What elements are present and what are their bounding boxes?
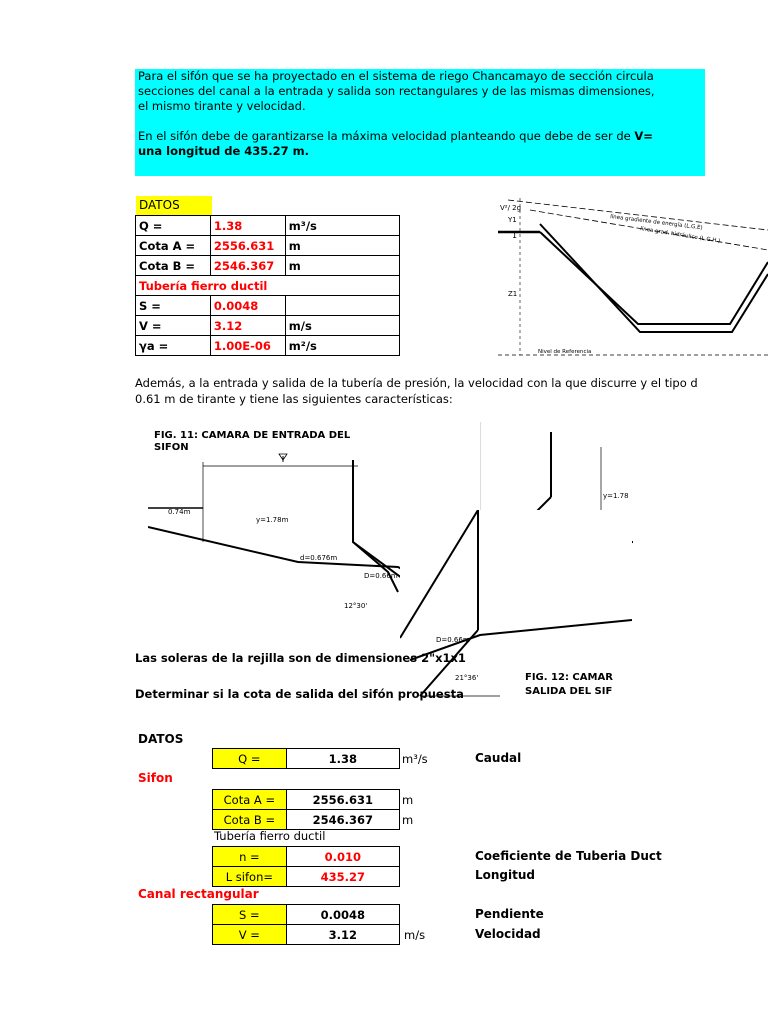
datos2-cota-a-unit: m <box>402 793 414 807</box>
table-row <box>136 236 400 256</box>
datos2-q-unit: m³/s <box>402 752 428 766</box>
datos2-cota-a-label: Cota A = <box>213 790 287 810</box>
table-row <box>213 867 400 887</box>
datos2-v-value[interactable]: 3.12 <box>286 925 399 945</box>
table-row <box>136 216 400 236</box>
fig11-d-label: d=0.676m <box>300 554 338 562</box>
cota-a-unit: m <box>285 236 399 256</box>
para-velocidad-line-1: Además, a la entrada y salida de la tubería de presión, la velocidad con la que discurre y el tipo d <box>135 376 698 390</box>
datos-header: DATOS <box>136 196 212 215</box>
table-row <box>136 336 400 356</box>
fig11-title-1: FIG. 11: CAMARA DE ENTRADA DEL <box>154 430 351 441</box>
table-row <box>213 810 400 830</box>
q-table <box>212 748 400 769</box>
cota-b-value[interactable]: 2546.367 <box>210 256 285 276</box>
table-row <box>136 276 400 296</box>
v-unit: m/s <box>285 316 399 336</box>
q-label: Q = <box>136 216 211 236</box>
fig12-title-2: SALIDA DEL SIF <box>525 686 613 697</box>
canal-table <box>212 904 400 945</box>
table-row <box>136 296 400 316</box>
fig11-074-label: 0.74m <box>168 508 191 516</box>
intro-line-5: una longitud de 435.27 m. <box>138 144 310 158</box>
fig-12-outlet-chamber-front <box>400 510 632 700</box>
datos2-cota-b-value[interactable]: 2546.367 <box>286 810 399 830</box>
datos2-cota-b-label: Cota B = <box>213 810 287 830</box>
cota-b-label: Cota B = <box>136 256 211 276</box>
v-label: V = <box>136 316 211 336</box>
v-value[interactable]: 3.12 <box>210 316 285 336</box>
cota-a-value[interactable]: 2556.631 <box>210 236 285 256</box>
cotas-table <box>212 789 400 830</box>
datos2-l-desc: Longitud <box>475 868 536 882</box>
datos2-v-label: V = <box>213 925 287 945</box>
fig11-title-2: SIFON <box>154 442 189 453</box>
intro-line-2: secciones del canal a la entrada y salida son rectangulares y de las mismas dimensiones, <box>138 84 655 98</box>
diagram-z1-label: Z1 <box>508 290 518 298</box>
diagram-lge-label: línea gradiente de energía (L.G.E) <box>609 214 703 232</box>
intro-line-4-text: En el sifón debe de garantizarse la máxima velocidad planteando que debe de ser de <box>138 129 635 143</box>
datos2-cota-a-value[interactable]: 2556.631 <box>286 790 399 810</box>
table-row <box>213 790 400 810</box>
fig12-front-D-label: D=0.66m <box>436 636 470 644</box>
para-soleras: Las soleras de la rejilla son de dimensiones 2"x1x1 <box>135 651 466 665</box>
tuberia-label: Tubería fierro ductil <box>214 829 326 843</box>
para-determinar: Determinar si la cota de salida del sifón propuesta <box>135 687 464 701</box>
q-value[interactable]: 1.38 <box>210 216 285 236</box>
datos2-n-desc: Coeficiente de Tuberia Duct <box>475 849 662 863</box>
table-row <box>136 256 400 276</box>
q-unit: m³/s <box>285 216 399 236</box>
datos2-l-label: L sifon= <box>213 867 287 887</box>
intro-line-1: Para el sifón que se ha proyectado en el sistema de riego Chancamayo de sección circula <box>138 69 654 83</box>
ya-label: γa = <box>136 336 211 356</box>
section-tuberia: Tubería fierro ductil <box>136 276 400 296</box>
fig11-y-label: y=1.78m <box>256 516 289 524</box>
datos2-l-value[interactable]: 435.27 <box>286 867 399 887</box>
diagram-v2g-label: V²/ 2g <box>500 204 522 212</box>
diagram-y1-label: Y1 <box>508 216 517 224</box>
diagram-ref-label: Nivel de Referencia <box>538 349 592 355</box>
para-velocidad-line-2: 0.61 m de tirante y tiene las siguientes características: <box>135 392 453 406</box>
diagram-lgh-label: línea grad. hidráulico (L.G.H.) <box>639 226 721 245</box>
intro-line-4-bold: V= <box>634 129 653 143</box>
canal-section-label: Canal rectangular <box>138 887 259 901</box>
datos2-v-desc: Velocidad <box>475 927 541 941</box>
table-row <box>213 847 400 867</box>
cota-a-label: Cota A = <box>136 236 211 256</box>
sifon-section-label: Sifon <box>138 771 173 785</box>
datos2-n-label: n = <box>213 847 287 867</box>
table-row <box>213 905 400 925</box>
datos2-s-value[interactable]: 0.0048 <box>286 905 399 925</box>
datos2-q-value[interactable]: 1.38 <box>286 749 399 769</box>
fig12-y-label: y=1.78 <box>603 492 629 500</box>
datos-table <box>135 215 400 356</box>
datos2-title: DATOS <box>138 732 184 746</box>
siphon-profile-diagram <box>490 190 768 360</box>
datos2-cota-b-unit: m <box>402 813 414 827</box>
s-value[interactable]: 0.0048 <box>210 296 285 316</box>
intro-line-4 <box>135 129 705 144</box>
datos2-n-value[interactable]: 0.010 <box>286 847 399 867</box>
intro-line-3: el mismo tirante y velocidad. <box>138 99 306 113</box>
fig12-title-1: FIG. 12: CAMAR <box>525 672 613 683</box>
cota-b-unit: m <box>285 256 399 276</box>
table-row <box>213 749 400 769</box>
tuberia-table <box>212 846 400 887</box>
ya-unit: m²/s <box>285 336 399 356</box>
s-unit <box>285 296 399 316</box>
ya-value[interactable]: 1.00E-06 <box>210 336 285 356</box>
datos2-q-label: Q = <box>213 749 287 769</box>
fig12-front-angle-label: 21°36' <box>455 674 479 682</box>
s-label: S = <box>136 296 211 316</box>
table-row <box>136 316 400 336</box>
diagram-point-1-label: 1 <box>512 231 518 240</box>
datos2-v-unit: m/s <box>404 928 426 942</box>
datos2-s-desc: Pendiente <box>475 907 544 921</box>
table-row <box>213 925 400 945</box>
fig11-angle-label: 12°30' <box>344 602 368 610</box>
intro-text-block <box>135 69 705 176</box>
fig11-D-label: D=0.66m <box>364 572 398 580</box>
datos2-q-desc: Caudal <box>475 751 522 765</box>
datos2-s-label: S = <box>213 905 287 925</box>
